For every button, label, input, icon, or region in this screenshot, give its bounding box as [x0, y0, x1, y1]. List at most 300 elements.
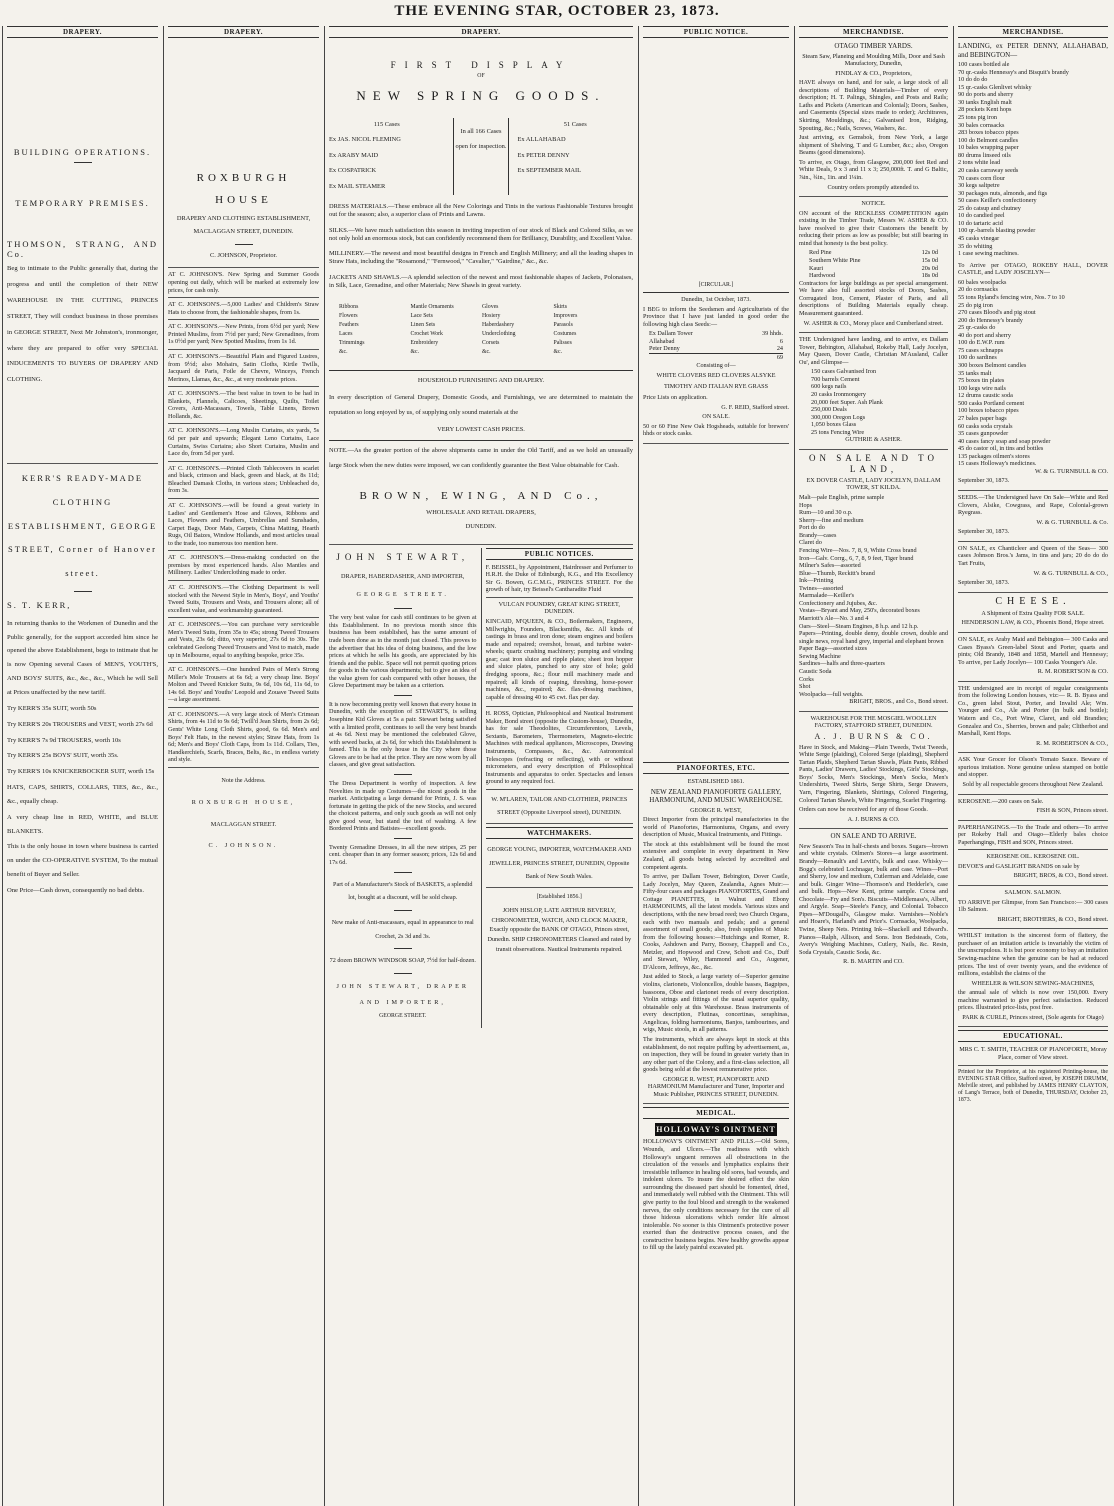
- guthrie-signature: GUTHRIE & ASHER.: [845, 436, 902, 444]
- west-para-1: Direct Importer from the principal manufactories in the world of Pianofortes, Harmoniums, Organs, and every description of Music, Musical Instruments, and Fittings.: [643, 816, 789, 839]
- reid-row: 69: [649, 353, 783, 362]
- rokeby-heading: To Arrive per OTAGO, ROKEBY HALL, DOVER CASTLE, and LADY JOSCELYN—: [958, 261, 1108, 277]
- guthrie-item: 250,000 Deals: [811, 406, 847, 414]
- guthrie-item: 600 kegs nails: [811, 383, 847, 391]
- vulcan-foundry-ad: [486, 601, 634, 707]
- johnson-ad-6: AT C. JOHNSON'S.—Long Muslin Curtains, six yards, 5s 6d per pair and upwards; Elegant Leno Curtains, Lace Curtains, Swiss Curtains; also Short Curtains, Muslin and Lace do, from 5d per yard.: [168, 427, 319, 461]
- burns-orders: Orders can now be received for any of those Goods.: [799, 806, 928, 814]
- johnson-ad-4: AT C. JOHNSON'S.—Beautiful Plain and Figured Lustres, from 9½d; also Mohairs, Satin Cloths, Kirtle Twills, Jacquard de Paris, Foile de Chevre, Winceys, French Merinos, Llamas, &c., &c., at very moderate prices.: [168, 353, 319, 387]
- bright-item: Port do do: [799, 524, 825, 532]
- grid-item: Feathers: [339, 321, 359, 328]
- wheeler-signature: PARK & CURLE, Princes street, (Sole agents for Otago): [962, 1013, 1104, 1021]
- ross-ad: H. ROSS, Optician, Philosophical and Nautical Instrument Maker, Bond street (opposite the Custom-house), Dunedin, has for sale Theodolites, Circumferentors, Levels, Sextants, Barometers, Thermometers, Magneto-electric Machines with medical appliances, Microscopes, Drawing Instruments, Compasses, &c., &c. Astronomical Telescopes (refracting or reflecting), with or without micrometers, and every description of Philosophical Instruments and apparatus to order. Spectacles and lenses ground to any required foci.: [486, 710, 634, 790]
- kerr-offer-3: Try KERR'S 7s 9d TROUSERS, worth 10s: [7, 736, 121, 744]
- chanticleer-ad: [958, 545, 1108, 593]
- kincaid-body: KINCAID, M'QUEEN, & CO., Boilermakers, Engineers, Millwrights, Founders, Blacksmiths, &c. All kinds of castings in brass and iron done; steam engines and boilers made and repaired; overshot, breast, and turbine water-wheels; quartz crushing machinery; pumping and winding gear; cast iron sluice and ripple plates; sheet iron hopper and sluice plates, punched to any size of hole; gold dredging spoons, &c.; flour mill machinery made and repaired; all kinds of reaping, threshing, horse-power machines, &c., repaired; &c. flax-dressing machines, capable of dressing 40 to 45 cwt. flax per day.: [485, 618, 633, 701]
- grid-item: &c.: [482, 348, 491, 355]
- grid-item: &c.: [339, 348, 348, 355]
- bright-item: Marmalade—Keiller's: [799, 592, 855, 600]
- seeds-date: September 30, 1873.: [958, 528, 1010, 536]
- column-heading: DRAPERY.: [168, 26, 319, 38]
- grid-item: Lace Sets: [410, 312, 433, 319]
- rokeby-item: 200 do Hennessy's brandy: [958, 316, 1023, 324]
- stewart-para-6: New make of Anti-macassars, equal in appearance to real Crochet, 2s 3d and 3s.: [331, 918, 474, 940]
- bright-bros-ad: [799, 453, 948, 712]
- rokeby-item: 75 cases schnapps: [958, 346, 1004, 354]
- reid-circular: [643, 42, 789, 444]
- rokeby-item: 35 tanks malt: [958, 369, 992, 377]
- column-5: [794, 26, 952, 1506]
- first-display: FIRST DISPLAY: [390, 60, 572, 70]
- beissel-ad: F. BEISSEL, by Appointment, Hairdresser and Perfumer to H.R.H. the Duke of Edinburgh, K.G., and His Excellency Sir G. Bowen, G.C.M.G., PRINCES STREET. For the growth of hair, try Beissel's Cantharadite Fluid: [486, 564, 634, 598]
- findlay-body: HAVE always on hand, and for sale, a large stock of all descriptions of Building Materials—Timber of every description; H. T. Palings, Shingles, and Posts and Rails; Laths and Pickets (American and Colonial); Doors, Sashes, and Casements (Special sizes made to order); Architraves, Skirting, Mouldings, &c.; Galvanised Iron, Ridging, Spouting, &c.; Nails, Screws, Washers, &c.: [799, 79, 948, 132]
- address-line-3: C. JOHNSON.: [208, 842, 279, 850]
- established-1856: [Established 1856.]: [536, 893, 582, 900]
- guthrie-item: 700 barrels Cement: [811, 375, 860, 383]
- stewart-name: JOHN STEWART,: [336, 551, 470, 562]
- johnson-ad-2: AT C. JOHNSON'S.—5,000 Ladies' and Children's Straw Hats to choose from, the fashionable shapes, from 1s.: [168, 301, 319, 320]
- landing-item: 10 do candied peel: [958, 212, 1005, 220]
- of-label: OF: [477, 72, 485, 79]
- salmon-heading: SALMON. SALMON.: [1004, 889, 1062, 896]
- rokeby-item: 55 tons Ryland's fencing wire, Nos. 7 to 10: [958, 293, 1065, 301]
- devoe-body: DEVOE'S and GASLIGHT BRANDS on sale by: [958, 862, 1080, 870]
- burns-name: A. J. BURNS & CO.: [814, 731, 933, 741]
- landing-item: 100 do Belmont candles: [958, 136, 1018, 144]
- otago-subtitle: Steam Saw, Planeing and Moulding Mills, Door and Sash Manufactory, Dunedin,: [802, 52, 945, 68]
- johnson-ad-10: AT C. JOHNSON'S.—The Clothing Department is well stocked with the Newest Style in Men's, Boys', and Youths' Tweed Suits, Trousers and Vests, and Trousers alone; all of excellent value, and workmanship guaranteed.: [168, 584, 319, 618]
- onsale-heading: ON SALE.: [702, 413, 730, 421]
- rokeby-item: 35 cases gunpowder: [958, 430, 1009, 438]
- findlay-name: FINDLAY & CO., Proprietors,: [835, 69, 912, 77]
- wheeler-name: WHEELER & WILSON SEWING-MACHINES,: [971, 979, 1095, 987]
- reid-price: Price Lists on application.: [643, 394, 708, 402]
- cheese-ad: [958, 596, 1108, 633]
- bright-item: Sherry—fine and medium: [799, 516, 864, 524]
- tariff-note: NOTE.—As the greater portion of the above shipments came in under the Old Tariff, and as we hold an unusually large Stock when the new duties were imposed, we can confidently guarantee the Best Value obtainable for Cash.: [329, 447, 633, 469]
- ship-left-3: Ex COSPATRICK: [329, 167, 377, 175]
- landing-item: 70 qr.-casks Hennessy's and Bisquit's brandy: [958, 68, 1069, 76]
- rokeby-item: 40 cases fancy soap and soap powder: [958, 437, 1051, 445]
- millinery: MILLINERY.—The newest and most beautiful designs in French and English Millinery; and all the leading shapes in Straw Hats, including the "Rosamond," "Fernwood," "Cavalier," "Gairdine," &c., &c.: [329, 250, 633, 266]
- reid-row: Allahabad 6: [649, 337, 783, 345]
- devoe-ad: [958, 853, 1108, 886]
- stewart-street: GEORGE STREET.: [356, 590, 449, 598]
- mlaren-ad: W. M'LAREN, TAILOR AND CLOTHIER, PRINCES STREET (Opposite Liverpool street), DUNEDIN.: [486, 793, 634, 824]
- grid-item: Gloves: [482, 303, 499, 310]
- bright-item: Woolpacks—full weights.: [799, 690, 864, 698]
- cheese-body: A Shipment of Extra Quality FOR SALE.: [981, 609, 1085, 617]
- seeds-ad: [958, 494, 1108, 542]
- landing-item: 20 casks carraway seeds: [958, 166, 1019, 174]
- asher-prices: [799, 249, 948, 279]
- landing-item: 25 tons pig iron: [958, 114, 998, 121]
- cheese-signature: HENDERSON LAW, & CO., Phoenix Bond, Hope street.: [961, 619, 1105, 627]
- column-heading: DRAPERY.: [329, 26, 633, 38]
- bright-item: Marriott's Ale—No. 3 and 4: [799, 615, 869, 623]
- wheeler-body: WHILST imitation is the sincerest form of flattery, the purchaser of an imitation article is invariably the victim of the unscrupulous. It is but poor economy to buy an imitation Sewing-machine when the genuine can be had at reduced prices. The test of over twenty years, and the evidence of millions, establish the claims of the: [958, 932, 1108, 978]
- grid-item: Underclothing: [482, 330, 516, 337]
- bright-item: Malt—pale English, prime sample: [799, 494, 885, 502]
- devoe-signature: BRIGHT, BROS, & CO., Bond street.: [1013, 872, 1108, 880]
- bright-item: Twines—assorted: [799, 584, 844, 592]
- dress-materials: DRESS MATERIALS.—These embrace all the New Colorings and Tints in the various Fashionable Textures brought out for the season; also, a superior class of Prints and Lawns.: [329, 203, 633, 218]
- brown-ewing-name: BROWN, EWING, AND Co.,: [359, 489, 603, 502]
- household-heading: HOUSEHOLD FURNISHING AND DRAPERY.: [417, 377, 545, 385]
- grid-item: &c.: [553, 348, 563, 355]
- column-3-lower: [329, 548, 633, 1028]
- reid-body: I BEG to inform the Seedsmen and Agriculturists of the Province that I have just landed in good order the following high class Seeds:—: [643, 305, 789, 328]
- kerr-ad: [7, 467, 158, 903]
- grid-item: &c.: [410, 348, 420, 355]
- column-heading: MERCHANDISE.: [958, 26, 1108, 38]
- bright-item: Blue—Thumb, Reckitt's brand: [799, 569, 875, 577]
- rokeby-item: 300 boxes Belmont candles: [958, 362, 1027, 369]
- thomson-body: Beg to intimate to the Public generally that, during the progress and until the completion of their NEW WAREHOUSE IN THE CUTTING, PRINCES STREET, They will conduct business in those premises in GEORGE STREET, Next Mr Johnston's, ironmonger, where they are prepared to offer very SPECIAL INDUCEMENTS TO BUYERS OF DRAPERY AND CLOTHING.: [7, 265, 158, 384]
- rokeby-item: 100 boxes tobacco pipes: [958, 407, 1019, 415]
- araby-ad: [958, 636, 1108, 682]
- roxburgh-ad: [168, 42, 319, 268]
- olson-sold: Sold by all respectable grocers throughout New Zealand.: [962, 780, 1104, 788]
- shipments-middle: In all 166 Cases open for inspection.: [453, 118, 510, 195]
- landing-item: 30 tanks English malt: [958, 98, 1012, 106]
- bright-item: Caustic Soda: [799, 667, 832, 675]
- holloway-ad: HOLLOWAY'S OINTMENT AND PILLS.—Old Sores, Wounds, and Ulcers.—The readiness with which Holloway's unguent removes all obstructions in the circulation of the vessels and lymphatics explains their irresistible influence in healing old sores, bad wounds, and indolent ulcers. To insure the desired effect the skin surrounding the diseased part should be fomented, dried, and immediately well rubbed with the Ointment. This will give purity to the foul blood and strength to the weakened nerves, the only conditions necessary for the cure of all those hideous ulcerations which render life almost intolerable. No sooner is this Ointment's protective power exerted than the destructive process ceases, and the constructive business begins. New healthy growths appear to fill up the lately painful excavated pit.: [643, 1138, 789, 1252]
- price-row: Southern White Pine 15s 0d: [809, 257, 938, 265]
- ship-right-1: Ex ALLAHABAD: [517, 136, 566, 144]
- rokeby-item: 12 drums caustic soda: [958, 392, 1013, 400]
- masthead: THE EVENING STAR, OCTOBER 23, 1873.: [394, 3, 720, 19]
- goods-grid: [339, 304, 623, 356]
- notice-heading: NOTICE.: [861, 200, 886, 208]
- robertson-ad: [958, 685, 1108, 754]
- turnbull-date: September 30, 1873.: [958, 477, 1010, 485]
- guthrie-item: 1,050 boxes Glass: [811, 421, 857, 429]
- bright-item: Rum—10 and 30 o.p.: [799, 509, 853, 517]
- landing-item: 45 casks vinegar: [958, 235, 1000, 242]
- rokeby-item: 500 casks Portland cement: [958, 399, 1025, 407]
- stewart-para-4: Twenty Grenadine Dresses, in all the new stripes, 25 per cent. cheaper than in any former season; prices, 12s 6d and 17s 6d.: [329, 843, 477, 867]
- rokeby-item: 135 packages oilmen's stores: [958, 452, 1030, 460]
- landing-item: 10 bales wrapping paper: [958, 144, 1019, 152]
- martin-body: New Season's Tea in half-chests and boxes. Sugars—brown and white crystals. Oilmen's Stores—a large assortment. Brandy—Renault's and Levitt's, bulk and case. Whisky—Bogg's celebrated Lochnagar, bulk and case. Wines—Port and Sherry, low and medium, Cutlerman and Adelaide, case and bulk. Ginger Wine—Thomson's and Hedderle's, case and bulk. Hops—New Kent, prime sample. Cocoa and Chocolate—Fry and Son's. Biscuits—Middlemass's, Albert, and Argyle. Soap—Steele's Fancy, and Colonial. Tobacco Pipes—M'Dougall's, Glasgow make. Varnishes—Noble's and Hoare's, Harland's and Price's. Cornsacks, Woolpacks, Twine, Sheep Nets. Printing Ink—Shackell and Edward's. Pianos—Ralph, Allison, and Sons. Iron Bedsteads, Cots, Avery's Weighing Machines, Cutlery, Nails, &c. Resin, Soda Crystals, Caustic Soda, &c.: [799, 842, 948, 956]
- stewart-para-1: The very best value for cash still continues to be given at this Establishment. In no previous month since this business has been established, has the same amount of trade been done as in the month just closed. This proves to the advertiser that his idea of doing business, and the low prices at which he sells his goods, are appreciated by his friends and the public. Space will not permit quoting prices for goods in the various departments; but to give an idea of the value given for cash compared with other houses, the Glove Department may be taken as a criterion.: [329, 614, 477, 690]
- rokeby-item: 100 do sardines: [958, 354, 997, 362]
- landing-item: 90 do ports and sherry: [958, 91, 1014, 99]
- kerr-offer-6: HATS, CAPS, SHIRTS, COLLARS, TIES, &c., &c., &c., equally cheap.: [7, 784, 158, 805]
- ship-left-1: Ex JAS. NICOL FLEMING: [329, 136, 401, 144]
- west-para-5: The instruments, which are always kept in stock at this establishment, do not require puffing by advertisement, as, on inspection, they will be found in greater variety than in any other part of the Colony, and a first-class selection, all goods being sold at the lowest remunerative price.: [643, 1035, 789, 1074]
- smith-ad: MRS C. T. SMITH, TEACHER OF PIANOFORTE, Moray Place, corner of View street.: [958, 1046, 1108, 1065]
- grid-item: Skirts: [553, 303, 568, 310]
- building-heading: BUILDING OPERATIONS.: [13, 147, 152, 157]
- findlay-para-2: Just arriving, ex Gemsbok, from New York, a large shipment of Shelving, T and G Lumber, &c.; also, Oregon Beams (good dimensions).: [799, 134, 948, 157]
- bright-item: Ink—Printing: [799, 577, 834, 585]
- chanticleer-signature: W. & G. TURNBULL & CO.,: [1033, 569, 1108, 577]
- bright-item: Shot: [799, 683, 811, 691]
- chanticleer-date: September 30, 1873.: [958, 579, 1010, 587]
- landing-item: 30 bales cornsacks: [958, 121, 1005, 129]
- bright-heading: ON SALE AND TO LAND,: [809, 452, 938, 474]
- rokeby-item: 40 do port and sherry: [958, 331, 1011, 339]
- bright-item: Corks: [799, 675, 814, 683]
- burns-body: Have in Stock, and Making—Plain Tweeds, Twist Tweeds, White Serge (plaiding), Colored Serge (plaiding), Shepherd Tartan Plaids, Shepherd Tartan Shawls, Plain Pants, Ribbed Pants, Ladies' Drawers, Ladies' Stockings, Girls' Stockings, Boys' Socks, Men's Stockings, Men's Socks, Men's Undershirts, Tweed Shirts, Serge Shirts, Serge Drawers, Yarn, Fingering, Blankets, Shirtings, Colored Fingering, Colored Tartan Shawls, White Fingering, Scarlet Fingering.: [799, 743, 948, 804]
- landing-item: 283 boxes tobacco pipes: [958, 129, 1019, 137]
- rokeby-item: 270 cases Blood's and pig stout: [958, 309, 1036, 317]
- johnson-ad-13: AT C. JOHNSON'S.—A very large stock of Men's Crimean Shirts, from 4s 11d to 9s 6d; Twill'd Jean Shirts, from 2s 6d; Gents' White Long Cloth Shirts, good, 6s 6d. Men's and Boys' Felt Hats, in the newest styles; Straw Hats, from 1s 6d; Men's and Boys' Cloth Caps, from 1s 11d. Collars, Ties, Handkerchiefs, Scarfs, Braces, Belts, &c., in endless variety and style.: [168, 711, 319, 768]
- landing-item: 30 packages nuts, almonds, and figs: [958, 189, 1048, 197]
- bright-signature: BRIGHT, BROS., and Co., Bond street.: [849, 698, 948, 706]
- bright-item: Brandy—cases: [799, 531, 837, 539]
- landing-item: 35 do whiting: [958, 242, 993, 250]
- burns-signature: A. J. BURNS & CO.: [847, 815, 900, 823]
- nz-pianoforte-gallery: NEW ZEALAND PIANOFORTE GALLERY, HARMONIUM, AND MUSIC WAREHOUSE.: [649, 787, 783, 805]
- brown-ewing-city: DUNEDIN.: [465, 522, 497, 530]
- printer-imprint: Printed for the Proprietor, at his registered Printing-house, the EVENING STAR Office, Stafford street, by JOSEPH DRUMM, Melville street, and published by JAMES HENRY CLAYTON, of Lang's Terrace, both of Dunedin, THURSDAY, October 23, 1873.: [958, 1068, 1108, 1103]
- stewart-para-2: It is now becomming pretty well known that every house in Dunedin, with the exception of STEWART'S, is selling Josephine Kid Gloves at 5s a pair. Stewart being satisfied with a limited profit, continues to sell the very best brands at 4s 6d. Next may be mentioned the celebrated Glove, with sewed backs, at 2s 6d, for which this Establishment is famed. This is the only house in the City where those Gloves are to be had at the price. They are now worn by all classes, and give great satisfaction.: [329, 700, 477, 769]
- landing-item: 30 kegs saltpetre: [958, 182, 1000, 190]
- kerr-name: S. T. KERR,: [7, 599, 72, 610]
- bright-item: Vestas—Bryant and May, 250's, decorated boxes: [799, 607, 920, 615]
- johnson-ad-11: AT C. JOHNSON'S.—You can purchase very serviceable Men's Tweed Suits, from 35s to 45s; strong Tweed Trousers and Vests, 23s 6d; ditto, very superior, 27s 6d to 30s. The celebrated Geelong Tweed Trousers and Vest to match, made up in Melbourne, equal to anything bespoke, price 35s.: [168, 621, 319, 663]
- olson-body: ASK Your Grocer for Olson's Tomato Sauce. Beware of spurious imitation. None genuine unless stamped on bottle and stopper.: [958, 756, 1108, 779]
- bright-item: Sewing Machine: [799, 652, 841, 660]
- educational-heading: EDUCATIONAL.: [958, 1030, 1108, 1042]
- rokeby-item: 60 bales woolpacks: [958, 278, 1007, 286]
- rokeby-item: 27 bales paper bags: [958, 414, 1007, 422]
- rokeby-item: 60 casks soda crystals: [958, 422, 1013, 430]
- vulcan-title: VULCAN FOUNDRY, GREAT KING STREET, DUNEDIN.: [498, 600, 620, 616]
- ship-right-2: Ex PETER DENNY: [517, 151, 570, 159]
- column-2: [163, 26, 323, 1506]
- shipments-table: [329, 118, 633, 195]
- wheeler-body-2: the annual sale of which is now over 150,000. Every machine warranted to give perfect satisfaction. Reduced prices. Illustrated price-lists, post free.: [958, 989, 1108, 1012]
- findlay-para-4: Country orders promptly attended to.: [827, 183, 920, 191]
- martin-heading: ON SALE AND TO ARRIVE.: [830, 832, 917, 841]
- robertson-signature: R. M. ROBERTSON & CO.,: [1036, 739, 1108, 747]
- johnson-ad-1: AT C. JOHNSON'S. New Spring and Summer Goods opening out daily, which will be marked at extremely low prices, for cash only.: [168, 271, 319, 298]
- kerr-heading: KERR'S READY-MADE CLOTHING ESTABLISHMENT, GEORGE STREET, Corner of Hanover street.: [7, 472, 158, 579]
- grid-item: Costumes: [553, 330, 577, 337]
- mosgiel-heading: WAREHOUSE FOR THE MOSGIEL WOOLLEN FACTORY, STAFFORD STREET, DUNEDIN.: [810, 714, 937, 730]
- young-ad: GEORGE YOUNG, IMPORTER, WATCHMAKER AND JEWELLER, PRINCES STREET, DUNEDIN, Opposite Bank of New South Wales.: [486, 843, 634, 888]
- chanticleer-body: ON SALE, ex Chanticleer and Queen of the Seas— 300 cases Johnson Bros.'s Jams, in tins and jars; 20 do do do Tart Fruits,: [958, 544, 1108, 567]
- landing-item: 10 do tartaric acid: [958, 219, 1003, 227]
- stewart-signature: JOHN STEWART, DRAPER AND IMPORTER,: [336, 982, 470, 1006]
- landing-heading: LANDING, ex PETER DENNY, ALLAHABAD, and BEBINGTON—: [958, 42, 1108, 59]
- guthrie-item: 20,000 feet Super. Ash Plank: [811, 398, 883, 406]
- column-heading: MERCHANDISE.: [799, 26, 948, 38]
- grid-item: Ribbons: [339, 303, 359, 310]
- bright-item: Papers—Printing, double demy, double crown, double and single news, royal hand grey, imperial and elephant brown: [799, 630, 948, 645]
- landing-item: 1 case sewing machines.: [958, 250, 1019, 258]
- ship-left-2: Ex ARABY MAID: [329, 151, 379, 159]
- roxburgh-proprietor: C. JOHNSON, Proprietor.: [210, 251, 277, 259]
- stewart-sub: DRAPER, HABERDASHER, AND IMPORTER,: [341, 572, 465, 580]
- stewart-ad: [329, 548, 482, 1028]
- seeds-signature: W. & G. TURNBULL & Co.: [1036, 518, 1108, 526]
- landing-item: 80 drums linseed oils: [958, 151, 1011, 159]
- established-1861: ESTABLISHED 1861.: [687, 778, 745, 785]
- asher-body: ON account of the RECKLESS COMPETITION again existing in the Timber Trade, Messrs W. ASHER & CO. have resolved to give their Customers the benefit by reducing their prices as low as possible; but still bearing in mind that honesty is the best policy.: [799, 209, 948, 247]
- turnbull-landing-ad: [958, 42, 1108, 491]
- west-para-4: Just added to Stock, a large variety of—Superior genuine violins, clarionets, Violoncellos, double basses, Bagpipes, bassoons, Oboe and clarionet reeds of every description. Violin strings and fittings of the usual superior quality, obtainable only at this Warehouse. Brass instruments of every description, Flutinas, concertinas, seraphinas, Angelicas, folding harmoniums, Banjos, tambourines, and wigs, Music stools, in all patterns.: [643, 973, 789, 1034]
- kerr-offer-8: This is the only house in town where business is carried on under the CO-OPERATIVE SYSTEM, To the mutual benefit of Buyer and Seller.: [7, 843, 158, 879]
- johnson-ad-3: AT C. JOHNSON'S.—New Prints, from 6½d per yard; New Printed Muslins, from 7½d per yard; New Grenadines, from 1s 0½d per yard; New Spotted Muslins, from 1s 1d.: [168, 323, 319, 350]
- ship-right-0: 51 Cases: [563, 120, 587, 128]
- landing-item: 28 pockets Kent hops: [958, 106, 1012, 114]
- kerosene-oil-heading: KEROSENE OIL. KEROSENE OIL.: [986, 853, 1080, 861]
- landing-item: 100 qr.-barrels blasting powder: [958, 227, 1036, 235]
- johnson-ad-12: AT C. JOHNSON'S.—One hundred Pairs of Men's Strong Miller's Mole Trousers at 6s 6d; a very cheap line. Boys' Molton and Tweed Knicker Suits, 9s 6d, 10s 6d, 11s 6d, to 14s 6d. Boys' and Youths' Leopold and Zouave Tweed Suits—a large assortment.: [168, 666, 319, 708]
- circular-label: [CIRCULAR.]: [698, 282, 734, 288]
- landing-item: 25 do catsup and chutney: [958, 204, 1021, 212]
- salmon-signature: BRIGHT, BROTHERS, & CO., Bond street.: [997, 915, 1108, 923]
- price-row: Kauri 20s 0d: [809, 264, 938, 272]
- ship-left-0: 115 Cases: [373, 120, 400, 128]
- araby-signature: R. M. ROBERTSON & CO.: [1037, 668, 1108, 676]
- otago-timber-ad: [799, 42, 948, 197]
- rokeby-item: 75 boxes tin plates: [958, 377, 1005, 385]
- landing-item: 100 cases bottled ale: [958, 61, 1010, 69]
- kerr-offer-1: Try KERR'S 35s SUIT, worth 50s: [7, 704, 97, 712]
- shipments-left: [329, 118, 445, 195]
- roxburgh-subtitle: DRAPERY AND CLOTHING ESTABLISHMENT, MACLAGGAN STREET, DUNEDIN.: [176, 215, 311, 235]
- west-name: GEORGE R. WEST,: [690, 806, 742, 814]
- reid-row: Ex Dallam Tower 39 hhds.: [649, 330, 783, 338]
- bright-item: Iron—Galv. Corrg., 6, 7, 8, 9 feet, Tiger brand: [799, 554, 914, 562]
- public-notices-heading: PUBLIC NOTICES.: [486, 548, 634, 560]
- martin-signature: R. B. MARTIN and CO.: [843, 958, 904, 966]
- column-3: [324, 26, 637, 1506]
- silks: SILKS.—We have much satisfaction this season in inviting inspection of our stock of Black and Colored Silks, as we not only hold an enormous stock, but can confidently recommend them for Brilliancy, Durability, and Excellent Value.: [329, 226, 633, 242]
- kerr-offer-5: Try KERR'S 10s KNICKERBOCKER SUIT, worth 15s: [7, 768, 155, 776]
- column-6: [953, 26, 1112, 1506]
- rokeby-item: 45 do castor oil, in tins and bottles: [958, 445, 1044, 453]
- guthrie-body: THE Undersigned have landing, and to arrive, ex Dallam Tower, Bebington, Allahabad, Rokeby Hall, Lady Jocelyn, May Queen, Dover Castle, Christian M'Ausland, Caller Ou', and Glimpse—: [799, 336, 948, 366]
- cheese-heading: CHEESE.: [995, 595, 1071, 607]
- kerr-body: In returning thanks to the Workmen of Dunedin and the Public generally, for the support accorded him since he opened the above Establishment, begs to intimate that he is now Opening several Cases of MEN'S, YOUTH'S, AND BOYS' SUITS, &c., &c., &c., Which he will Sell at Prices unaffected by the new tariff.: [7, 619, 158, 696]
- rokeby-item: 100 do E.W.P. rum: [958, 339, 1005, 347]
- public-notices: [486, 548, 634, 1028]
- ship-left-4: Ex MAIL STEAMER: [329, 182, 386, 190]
- grid-item: Palisses: [553, 339, 572, 346]
- onsale-body: 50 or 60 Fine New Oak Hogsheads, suitable for brewers' hhds or stock casks.: [643, 422, 789, 438]
- landing-item: 50 cases Keiller's confectionery: [958, 197, 1037, 205]
- roxburgh-address: [168, 771, 319, 861]
- grid-item: Parasols: [553, 321, 573, 328]
- kerr-offer-2: Try KERR'S 20s TROUSERS and VEST, worth 27s 6d: [7, 720, 153, 728]
- landing-item: 2 tons white lead: [958, 159, 1001, 167]
- holloways-ointment-banner: HOLLOWAY'S OINTMENT: [656, 1125, 776, 1135]
- brown-ewing-sub: WHOLESALE AND RETAIL DRAPERS,: [426, 509, 536, 516]
- araby-body: ON SALE, ex Araby Maid and Bebington— 300 Casks and Cases Byass's Green-label Stout and Porter, quarts and pints; Old Brandy, 1848 and 1858, Martell and Hennessy; To arrive, per Lady Jocelyn— 100 Casks Younger's Ale.: [958, 635, 1108, 666]
- bright-item: Hops: [799, 501, 813, 509]
- bright-item: Sardines—halfs and three-quarters: [799, 660, 885, 668]
- johnson-ad-8: AT C. JOHNSON'S.—will be found a great variety in Ladies' and Gentlemen's Hose and Gloves, Ribbons and Laces, Flowers and Feathers, Umbrellas and Sunshades, Carpet Bags, Door Mats, Carpets, China Matting, Hearth Rugs, Oil Baizes, Window Hollands, and most articles usual to the trade, too numerous too mention here.: [168, 502, 319, 551]
- kerr-offer-7: A very cheap line in RED, WHITE, and BLUE BLANKETS.: [7, 813, 158, 835]
- pianofortes-heading: PIANOFORTES, ETC.: [643, 762, 789, 774]
- thomson-name: THOMSON, STRANG, AND Co.: [7, 238, 158, 260]
- grid-item: Mantle Ornaments: [410, 303, 454, 310]
- johnson-ad-5: AT C. JOHNSON'S.—The best value in town to be had in Blankets, Flannels, Calicoes, Sheetings, Quilts, Toilet Covers, Anti-Macassars, Towels, Table Linens, Brown Hollands, &c.: [168, 390, 319, 424]
- reid-table: [643, 330, 789, 361]
- findlay-para-3: To arrive, ex Otago, from Glasgow, 200,000 feet Red and White Deals, 9 x 3 and 11 x 3; 250,000ft. T. and G Baltic, ⅞in., ¾in., 1in. and 1¼in.: [799, 158, 948, 181]
- grid-item: Laces: [339, 330, 353, 337]
- west-ad: [643, 778, 789, 1104]
- otago-heading: OTAGO TIMBER YARDS.: [834, 42, 913, 50]
- stewart-signature-street: GEORGE STREET.: [379, 1013, 427, 1020]
- thomson-strang-ad: [7, 42, 158, 464]
- stewart-para-7: 72 dozen BROWN WINDSOR SOAP, 7½d for half-dozen.: [329, 957, 476, 965]
- household-body: In every description of General Drapery, Domestic Goods, and Furnishings, we are determined to maintain the reputation so long enjoyed by us, of supplying only sound materials at the: [329, 393, 633, 416]
- rokeby-item: 100 kegs wire nails: [958, 384, 1006, 392]
- price-row: Red Pine 12s 0d: [809, 249, 938, 257]
- bright-item: Fencing Wire—Nos. 7, 8, 9, White Cross brand: [799, 546, 917, 554]
- bright-item: Oars—Steel—Steam Engines, 8 h.p. and 12 h.p.: [799, 622, 919, 630]
- rokeby-item: 25 qr.-casks do: [958, 324, 996, 332]
- address-line-2: MACLAGGAN STREET.: [210, 820, 277, 828]
- grid-item: Hosiery: [482, 312, 501, 319]
- landing-item: 15 qr.-casks Glenlivet whisky: [958, 83, 1032, 91]
- column-heading: PUBLIC NOTICE.: [643, 26, 789, 38]
- stewart-para-5: Part of a Manufacturer's Stock of BASKETS, a splendid lot, bought at a discount, will be sold cheap.: [333, 880, 473, 902]
- guthrie-item: 300,000 Oregon Logs: [811, 413, 866, 421]
- wheeler-wilson-ad: [958, 932, 1108, 1027]
- rokeby-item: 25 do pig iron: [958, 301, 993, 309]
- olson-ad: [958, 756, 1108, 794]
- guthrie-item: 150 cases Galvanised Iron: [811, 368, 877, 376]
- kerr-offer-9: One Price—Cash down, consequently no bad debts.: [7, 886, 144, 894]
- shipments-right: [517, 118, 633, 195]
- landing-item: 70 cases corn flour: [958, 174, 1005, 182]
- grid-item: Improvers: [553, 312, 578, 319]
- grid-item: Haberdashery: [482, 321, 515, 328]
- asher-signature: W. ASHER & CO., Moray place and Cumberland street.: [803, 319, 944, 327]
- martin-ad: [799, 832, 948, 971]
- stewart-para-3: The Dress Department is worthy of inspection. A few Novelties in made up Costumes—the nicest goods in the market. Anticipating a large demand for Prints, J. S. was fortunate in getting the pick of the new Stocks, and secured the choicest patterns, and only such goods as will not only give good wear, but stand the test of washing. A few Bordered Prints and Batistes—excellent goods.: [329, 779, 477, 833]
- price-row: Hardwood 18s 0d: [809, 272, 938, 280]
- address-note: Note the Address.: [221, 776, 266, 784]
- kerosene-body: KEROSENE.—200 cases on Sale.: [958, 797, 1044, 805]
- turnbull-signature: W. & G. TURNBULL & CO.: [1035, 467, 1108, 475]
- column-heading: DRAPERY.: [7, 26, 158, 38]
- column-4: [638, 26, 793, 1506]
- asher-ad: [799, 200, 948, 333]
- reid-consisting: Consisting of—: [696, 361, 736, 369]
- grid-item: Flowers: [339, 312, 358, 319]
- kerosene-signature: FISH & SON, Princes street.: [1036, 807, 1108, 815]
- kerr-offer-4: Try KERR'S 25s BOYS' SUIT, worth 35s.: [7, 752, 119, 760]
- grid-item: Embroidery: [410, 339, 439, 346]
- watchmakers-heading: WATCHMAKERS.: [486, 827, 634, 839]
- bright-item: Claret do: [799, 539, 822, 547]
- roxburgh-title: ROXBURGH HOUSE: [196, 172, 291, 206]
- grid-item: Corsets: [482, 339, 500, 346]
- reid-seeds: WHITE CLOVERS RED CLOVERS ALSYKE TIMOTHY AND ITALIAN RYE GRASS: [656, 372, 776, 390]
- salmon-body: TO ARRIVE per Glimpse, from San Francisco:— 300 cases 1lb Salmon.: [958, 898, 1108, 914]
- mosgiel-ad: [799, 715, 948, 830]
- address-line-1: ROXBURGH HOUSE,: [191, 798, 296, 806]
- salmon-ad: [958, 889, 1108, 929]
- asher-para-2: Contractors for large buildings as per special arrangement. We have also full assorted stocks of Doors, Sashes, Corrugated Iron, Cement, Plaster of Paris, and all descriptions of Building Materials equally cheap. Measurement guaranteed.: [799, 279, 948, 317]
- temporary-heading: TEMPORARY PREMISES.: [15, 198, 150, 209]
- reid-row: Peter Denny 24: [649, 345, 783, 353]
- west-para-2: The stock at this establishment will be found the most extensive and complete in every department in New Zealand, all goods being selected by accredited and competent agents.: [643, 840, 789, 871]
- brown-ewing-ad: [329, 42, 633, 545]
- ship-right-3: Ex SEPTEMBER MAIL: [517, 167, 582, 175]
- medical-heading: MEDICAL.: [643, 1107, 789, 1119]
